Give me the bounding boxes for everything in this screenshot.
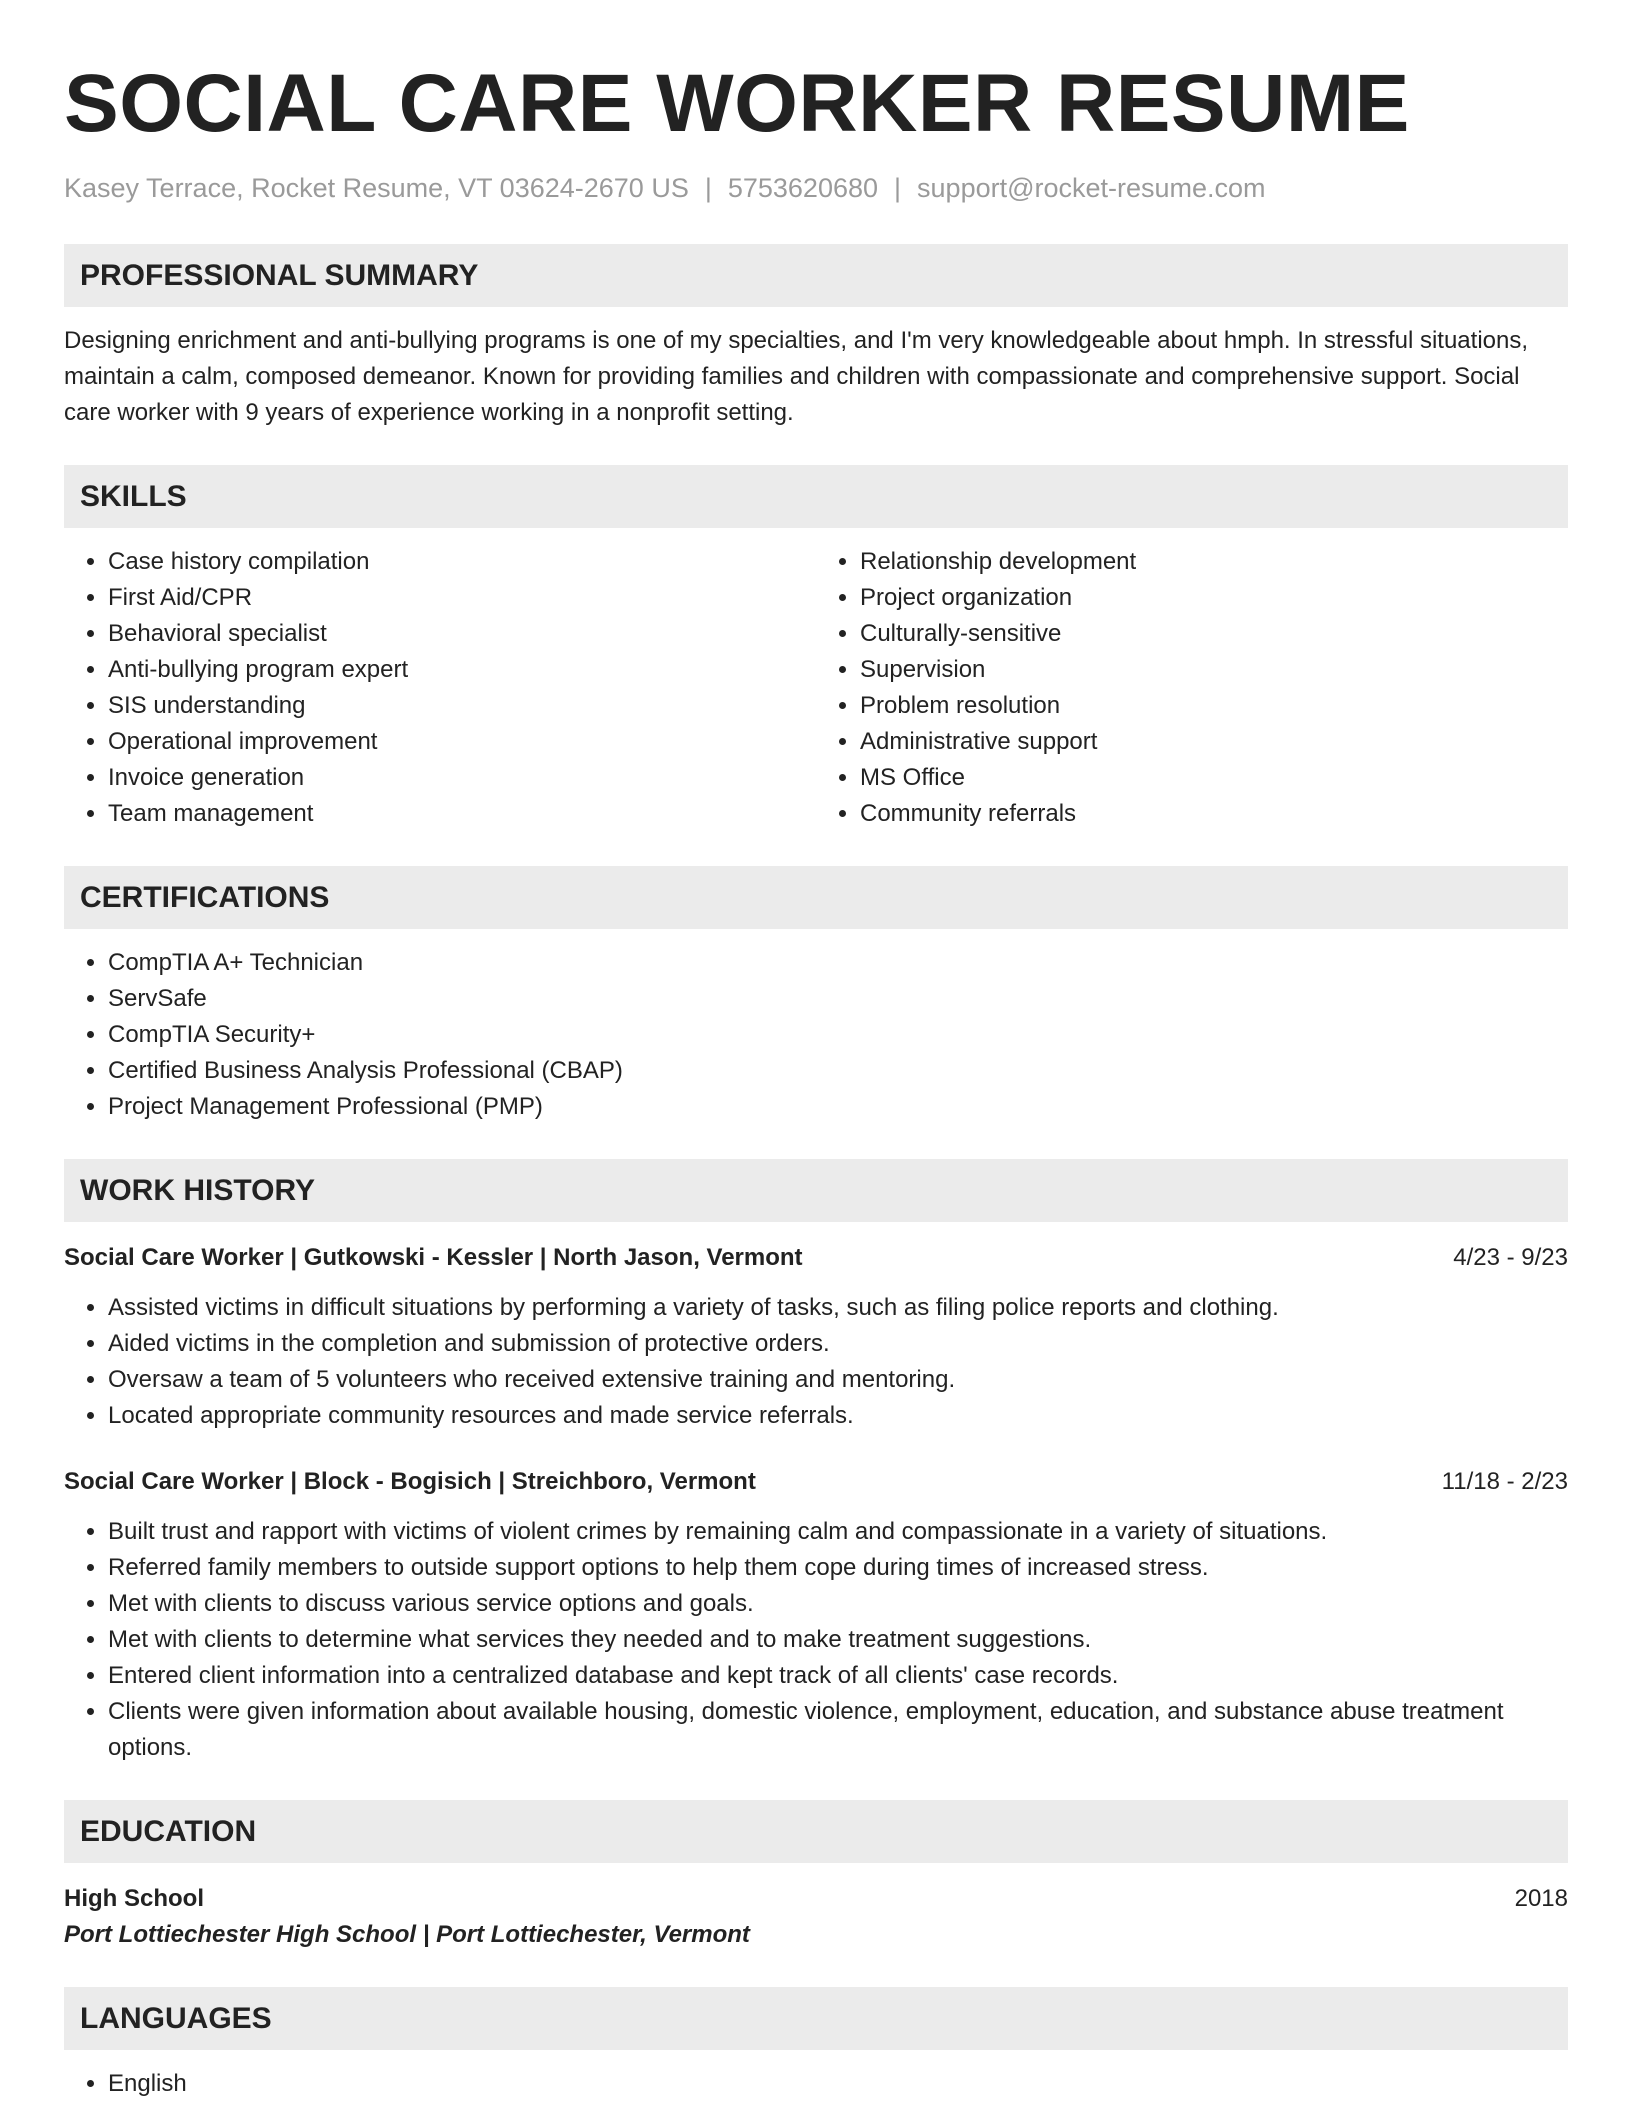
education-year: 2018	[1514, 1885, 1568, 1912]
list-item: • Operational improvement	[108, 724, 816, 760]
list-item: • Team management	[108, 796, 816, 832]
section-heading-languages: LANGUAGES	[64, 1987, 1568, 2050]
list-item: • Oversaw a team of 5 volunteers who received extensive training and mentoring.	[108, 1362, 1568, 1398]
job-header	[64, 1240, 1568, 1276]
section-heading-education: EDUCATION	[64, 1800, 1568, 1863]
list-item: • SIS understanding	[108, 688, 816, 724]
list-item: • Invoice generation	[108, 760, 816, 796]
job-title: Social Care Worker | Gutkowski - Kessler | North Jason, Vermont	[64, 1244, 803, 1271]
section-heading-certifications: CERTIFICATIONS	[64, 866, 1568, 929]
certifications-list	[64, 945, 1568, 1125]
job-entry	[64, 1464, 1568, 1766]
skills-list-right	[816, 544, 1568, 832]
list-item: • CompTIA A+ Technician	[108, 945, 1568, 981]
list-item: • First Aid/CPR	[108, 580, 816, 616]
list-item: • Built trust and rapport with victims of violent crimes by remaining calm and compassionate in a variety of situations.	[108, 1514, 1568, 1550]
list-item: • Culturally-sensitive	[860, 616, 1568, 652]
contact-phone: 5753620680	[727, 173, 879, 203]
list-item: • Problem resolution	[860, 688, 1568, 724]
education-degree: High School	[64, 1885, 204, 1912]
job-bullets	[64, 1290, 1568, 1434]
list-item: • Clients were given information about available housing, domestic violence, employment, education, and substance abuse treatment options.	[108, 1694, 1568, 1766]
list-item: • Referred family members to outside support options to help them cope during times of increased stress.	[108, 1550, 1568, 1586]
contact-email: support@rocket-resume.com	[917, 173, 1266, 203]
languages-list	[64, 2066, 1568, 2102]
skills-columns	[64, 544, 1568, 832]
list-item: • English	[108, 2066, 1568, 2102]
contact-separator: |	[894, 173, 902, 203]
job-dates: 11/18 - 2/23	[1441, 1468, 1568, 1495]
contact-line	[64, 170, 1568, 206]
list-item: • MS Office	[860, 760, 1568, 796]
list-item: • Assisted victims in difficult situations by performing a variety of tasks, such as filing police reports and clothing.	[108, 1290, 1568, 1326]
list-item: • Met with clients to determine what services they needed and to make treatment suggestions.	[108, 1622, 1568, 1658]
contact-separator: |	[704, 173, 712, 203]
job-entry	[64, 1240, 1568, 1434]
list-item: • Project Management Professional (PMP)	[108, 1089, 1568, 1125]
summary-text: Designing enrichment and anti-bullying programs is one of my specialties, and I'm very knowledgeable about hmph. In stressful situations, maintain a calm, composed demeanor. Known for providing families and children with compassionate and comprehensive support. Social care worker with 9 years of experience working in a nonprofit setting.	[64, 327, 1529, 426]
education-header	[64, 1881, 1568, 1917]
list-item: • Supervision	[860, 652, 1568, 688]
list-item: • Project organization	[860, 580, 1568, 616]
contact-address: Kasey Terrace, Rocket Resume, VT 03624-2670 US	[64, 173, 689, 203]
section-heading-skills: SKILLS	[64, 465, 1568, 528]
skills-list-left	[64, 544, 816, 832]
job-dates: 4/23 - 9/23	[1453, 1244, 1568, 1271]
list-item: • Located appropriate community resources and made service referrals.	[108, 1398, 1568, 1434]
list-item: • Entered client information into a centralized database and kept track of all clients' case records.	[108, 1658, 1568, 1694]
list-item: • Community referrals	[860, 796, 1568, 832]
list-item: • Relationship development	[860, 544, 1568, 580]
section-heading-work-history: WORK HISTORY	[64, 1159, 1568, 1222]
list-item: • Administrative support	[860, 724, 1568, 760]
job-title: Social Care Worker | Block - Bogisich | Streichboro, Vermont	[64, 1468, 756, 1495]
list-item: • Behavioral specialist	[108, 616, 816, 652]
list-item: • ServSafe	[108, 981, 1568, 1017]
resume-title: SOCIAL CARE WORKER RESUME	[64, 58, 1410, 149]
job-bullets	[64, 1514, 1568, 1766]
education-school: Port Lottiechester High School | Port Lottiechester, Vermont	[64, 1921, 750, 1948]
list-item: • CompTIA Security+	[108, 1017, 1568, 1053]
section-heading-summary: PROFESSIONAL SUMMARY	[64, 244, 1568, 307]
list-item: • Certified Business Analysis Professional (CBAP)	[108, 1053, 1568, 1089]
job-header	[64, 1464, 1568, 1500]
list-item: • Anti-bullying program expert	[108, 652, 816, 688]
list-item: • Case history compilation	[108, 544, 816, 580]
list-item: • Met with clients to discuss various service options and goals.	[108, 1586, 1568, 1622]
list-item: • Aided victims in the completion and submission of protective orders.	[108, 1326, 1568, 1362]
